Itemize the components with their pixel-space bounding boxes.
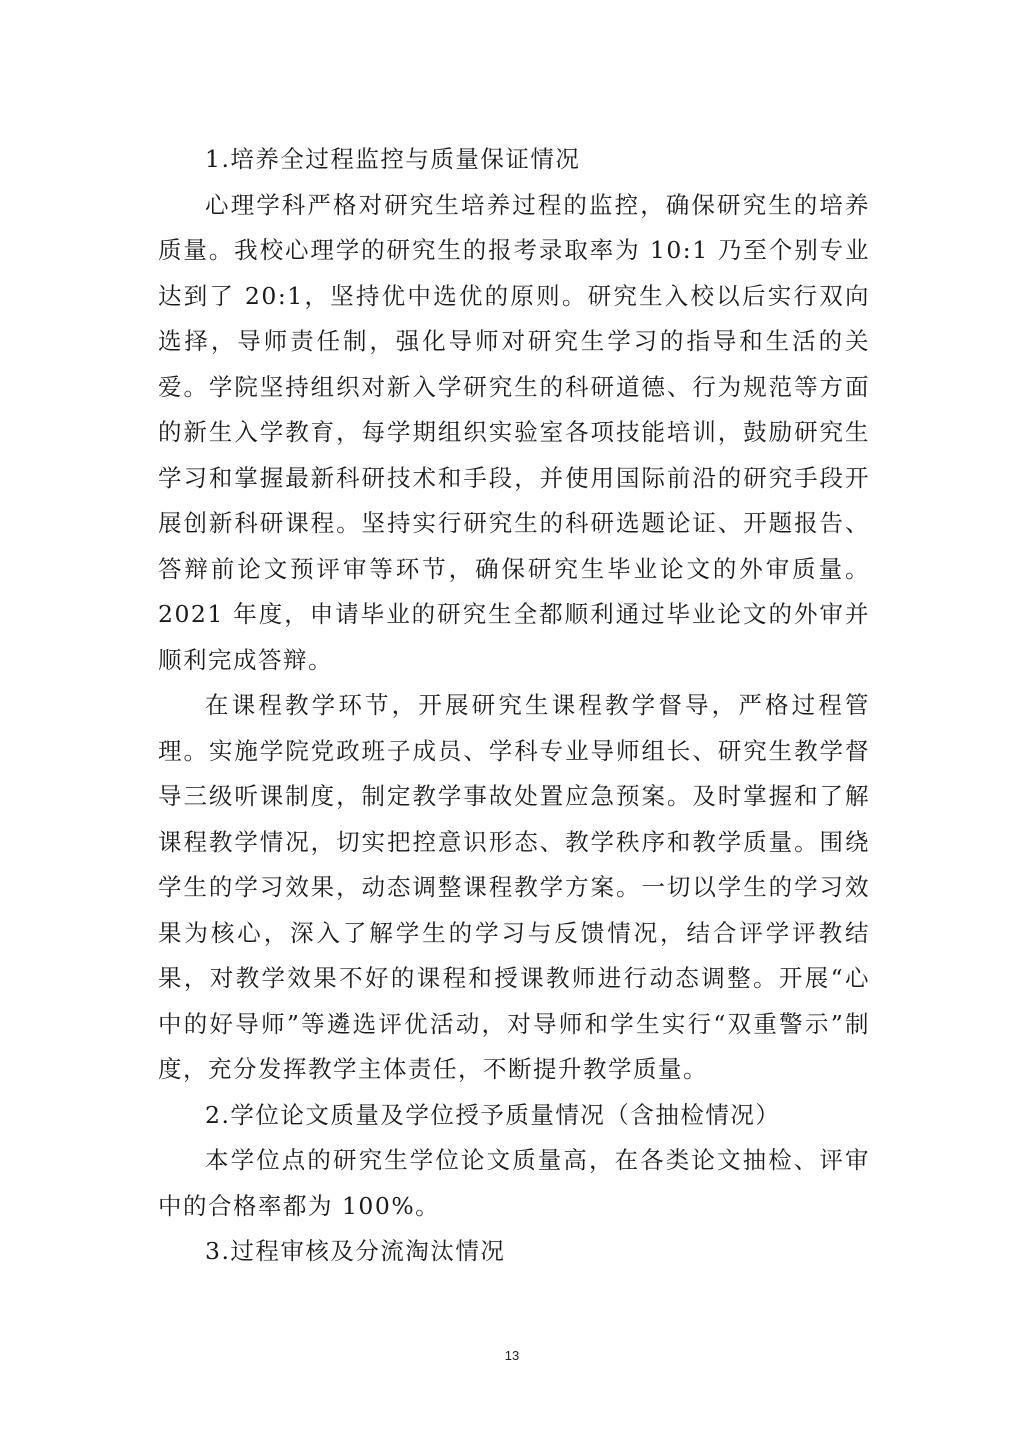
paragraph-3: 本学位点的研究生学位论文质量高，在各类论文抽检、评审中的合格率都为 100%。 bbox=[158, 1146, 870, 1220]
paragraph-2: 在课程教学环节，开展研究生课程教学督导，严格过程管理。实施学院党政班子成员、学科专业导师组长、研究生教学督导三级听课制度，制定教学事故处置应急预案。及时掌握和了解课程教学情况，切实把控意识形态、教学秩序和教学质量。围绕学生的学习效果，动态调整课程教学方案。一切以学生的学习效果为核心，深入了解学生的学习与反馈情况，结合评学评教结果，对教学效果不好的课程和授课教师进行动态调整。开展“心中的好导师”等遴选评优活动，对导师和学生实行“双重警示”制度，充分发挥教学主体责任，不断提升教学质量。 bbox=[158, 691, 870, 1083]
page-number: 13 bbox=[504, 1348, 520, 1363]
paragraph-1: 心理学科严格对研究生培养过程的监控，确保研究生的培养质量。我校心理学的研究生的报考录取率为 10:1 乃至个别专业达到了 20:1，坚持优中选优的原则。研究生入校以后实行双向选择，导师责任制，强化导师对研究生学习的指导和生活的关爱。学院坚持组织对新入学研究生的科研道德、行为规范等方面的新生入学教育，每学期组织实验室各项技能培训，鼓励研究生学习和掌握最新科研技术和手段，并使用国际前沿的研究手段开展创新科研课程。坚持实行研究生的科研选题论证、开题报告、答辩前论文预评审等环节，确保研究生毕业论文的外审质量。2021 年度，申请毕业的研究生全都顺利通过毕业论文的外审并顺利完成答辩。 bbox=[158, 190, 870, 674]
section-heading-3: 3.过程审核及分流淘汰情况 bbox=[205, 1237, 506, 1265]
page-content bbox=[158, 137, 870, 1275]
section-heading-2: 2.学位论文质量及学位授予质量情况（含抽检情况） bbox=[205, 1100, 781, 1129]
section-heading-1: 1.培养全过程监控与质量保证情况 bbox=[205, 145, 581, 173]
